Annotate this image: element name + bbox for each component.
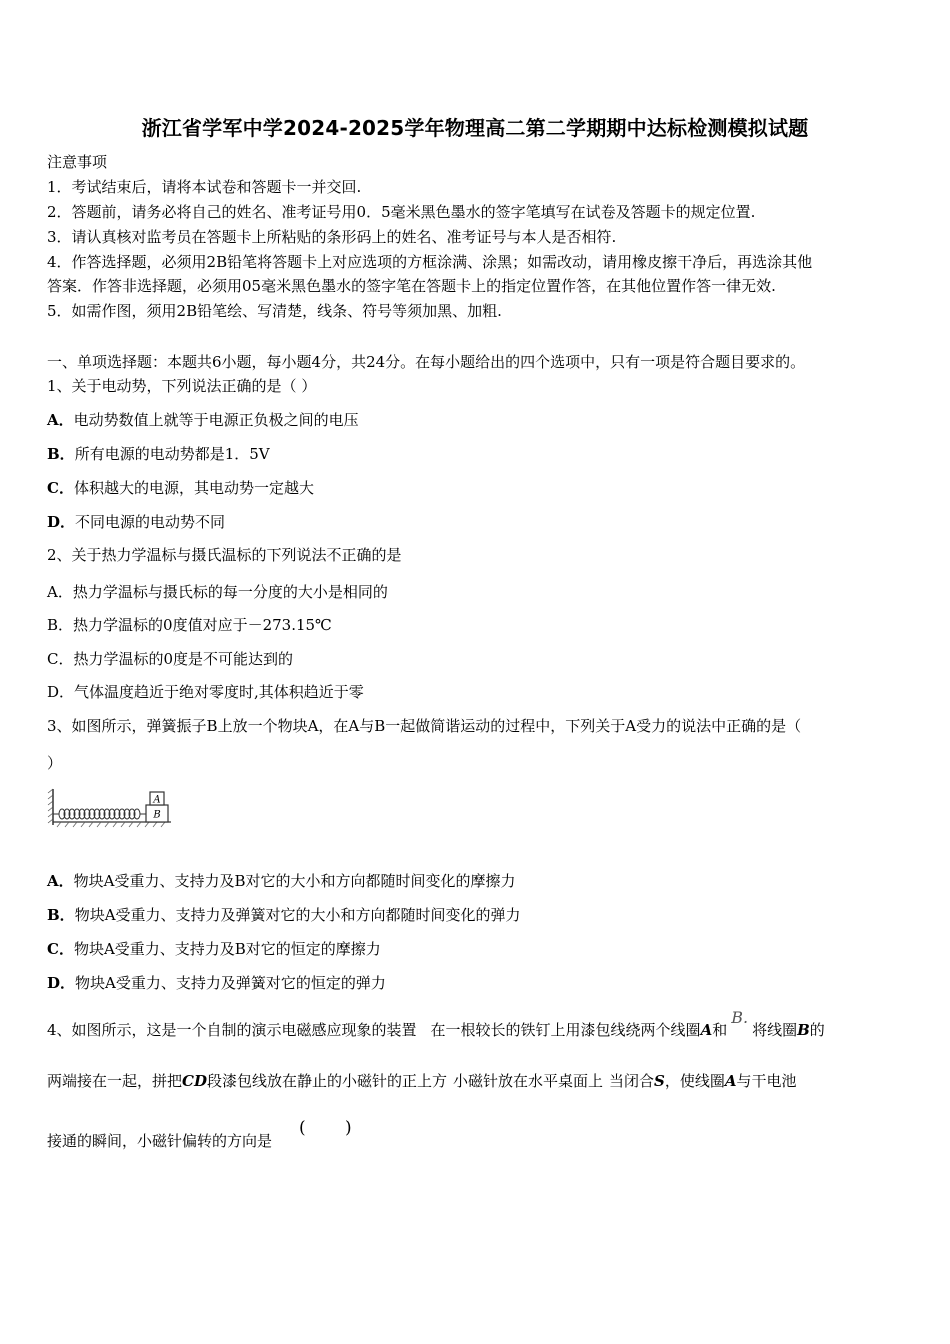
option-letter: D． xyxy=(47,513,76,531)
section-heading: 一、单项选择题：本题共6小题，每小题4分，共24分。在每小题给出的四个选项中，只有一项是符合题目要求的。 xyxy=(47,353,806,371)
option-letter: A． xyxy=(47,411,74,429)
question-4-line-2 xyxy=(47,1071,797,1091)
option-text: 所有电源的电动势都是1．5V xyxy=(74,445,270,463)
coil-a-label: A xyxy=(700,1021,713,1039)
q4-text: ，使线圈 xyxy=(664,1072,725,1090)
question-1-stem: 1、关于电动势，下列说法正确的是（ ） xyxy=(47,377,317,395)
option-text: 体积越大的电源，其电动势一定越大 xyxy=(73,479,314,497)
option-text: 物块A受重力、支持力及B对它的大小和方向都随时间变化的摩擦力 xyxy=(73,872,516,890)
q1-option-d xyxy=(47,512,225,532)
question-4-line-3 xyxy=(47,1131,272,1151)
option-letter: B． xyxy=(47,445,75,463)
q3-option-d xyxy=(47,973,386,993)
spring-oscillator-diagram xyxy=(47,785,175,830)
notice-heading: 注意事项 xyxy=(47,153,108,171)
option-text: 电动势数值上就等于电源正负极之间的电压 xyxy=(73,411,359,429)
option-text: 物块A受重力、支持力及B对它的恒定的摩擦力 xyxy=(73,940,381,958)
q1-option-c xyxy=(47,478,314,498)
coil-b-label: B xyxy=(797,1021,810,1039)
q4-text: 和 xyxy=(712,1021,728,1039)
q4-text: 段漆包线放在静止的小磁针的正上方 xyxy=(206,1072,447,1090)
option-letter: D． xyxy=(47,974,76,992)
q2-option-b: B．热力学温标的0度值对应于－273.15℃ xyxy=(47,616,332,634)
q3-option-a xyxy=(47,871,516,891)
q1-option-a xyxy=(47,410,359,430)
block-a-label: A xyxy=(153,794,161,806)
q4-text: 接通的瞬间，小磁针偏转的方向是 xyxy=(47,1132,273,1150)
page-title: 浙江省学军中学2024-2025学年物理高二第二学期期中达标检测模拟试题 xyxy=(141,116,809,140)
question-2-stem: 2、关于热力学温标与摄氏温标的下列说法不正确的是 xyxy=(47,546,402,564)
q2-option-c: C．热力学温标的0度是不可能达到的 xyxy=(47,650,294,668)
q2-option-d: D．气体温度趋近于绝对零度时,其体积趋近于零 xyxy=(47,683,364,701)
q4-text: 与干电池 xyxy=(736,1072,797,1090)
option-text: 不同电源的电动势不同 xyxy=(75,513,226,531)
option-letter: B． xyxy=(47,906,75,924)
coil-b-raised-label: B. xyxy=(731,1008,749,1027)
block-b-label: B xyxy=(153,809,161,821)
q4-text: 小磁针放在水平桌面上 xyxy=(452,1072,603,1090)
q2-option-a: A．热力学温标与摄氏标的每一分度的大小是相同的 xyxy=(47,583,388,601)
spring-oscillator-figure xyxy=(47,785,175,830)
q4-text: 两端接在一起，拼把 xyxy=(47,1072,183,1090)
option-text: 物块A受重力、支持力及弹簧对它的恒定的弹力 xyxy=(75,974,386,992)
option-letter: A． xyxy=(47,872,74,890)
notice-item: 1．考试结束后，请将本试卷和答题卡一并交回. xyxy=(47,178,362,196)
option-letter: C． xyxy=(47,479,74,497)
segment-cd-label: CD xyxy=(182,1072,207,1090)
q4-text: 在一根较长的铁钉上用漆包线绕两个线圈 xyxy=(430,1021,701,1039)
q1-option-b xyxy=(47,444,270,464)
notice-item: 4．作答选择题，必须用2B铅笔将答题卡上对应选项的方框涂满、涂黑；如需改动，请用橡皮擦干净后，再选涂其他 xyxy=(47,253,813,271)
notice-item: 5．如需作图，须用2B铅笔绘、写清楚，线条、符号等须加黑、加粗. xyxy=(47,302,502,320)
q4-text: 当闭合 xyxy=(609,1072,655,1090)
switch-s-label: S xyxy=(654,1072,665,1090)
notice-item: 3．请认真核对监考员在答题卡上所粘贴的条形码上的姓名、准考证号与本人是否相符. xyxy=(47,228,617,246)
q3-option-c xyxy=(47,939,381,959)
question-4-line-1 xyxy=(47,1008,825,1040)
answer-paren-close: ) xyxy=(345,1118,352,1138)
notice-item: 2．答题前，请务必将自己的姓名、准考证号用0．5毫米黑色墨水的签字笔填写在试卷及答题卡的规定位置. xyxy=(47,203,756,221)
question-3-stem-end: ） xyxy=(47,754,63,772)
q4-text: 的 xyxy=(809,1021,825,1039)
q4-text: 将线圈 xyxy=(752,1021,798,1039)
q4-text: 4、如图所示，这是一个自制的演示电磁感应现象的装置 xyxy=(47,1021,417,1039)
option-text: 物块A受重力、支持力及弹簧对它的大小和方向都随时间变化的弹力 xyxy=(74,906,521,924)
coil-a-label: A xyxy=(724,1072,737,1090)
q3-option-b xyxy=(47,905,521,925)
answer-paren-open: ( xyxy=(299,1118,306,1138)
question-3-stem: 3、如图所示，弹簧振子B上放一个物块A，在A与B一起做简谐运动的过程中，下列关于A受力的说法中正确的是（ xyxy=(47,717,802,735)
option-letter: C． xyxy=(47,940,74,958)
notice-item: 答案．作答非选择题，必须用05毫米黑色墨水的签字笔在答题卡上的指定位置作答，在其他位置作答一律无效. xyxy=(47,277,776,295)
